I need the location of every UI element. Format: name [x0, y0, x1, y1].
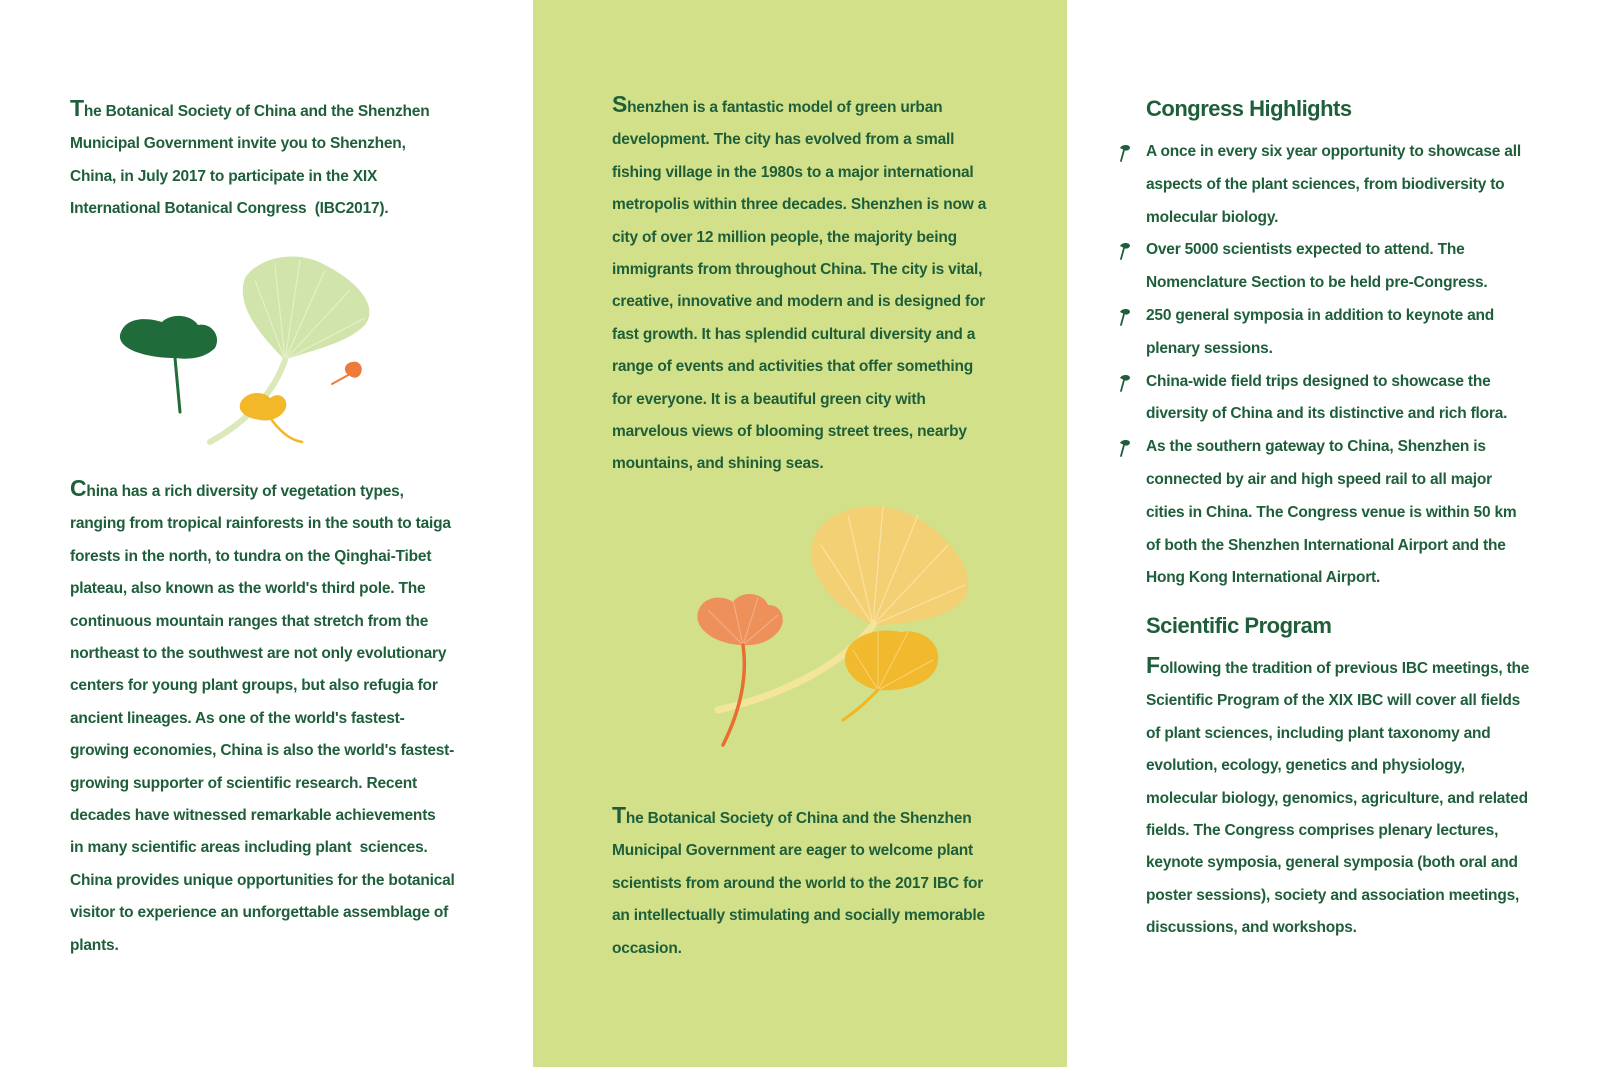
- golden-ginkgo-leaf: [845, 631, 938, 691]
- list-item: [1146, 366, 1566, 432]
- text-line: poster sessions), society and association meetings,: [1146, 886, 1520, 904]
- text-line: he Botanical Society of China and the Shenzhen: [83, 103, 430, 120]
- text-line: discussions, and workshops.: [1146, 919, 1357, 937]
- text-line: an intellectually stimulating and socially memorable: [612, 907, 985, 925]
- text-line: molecular biology, genomics, agriculture, and related: [1146, 789, 1528, 807]
- ginkgo-leaves-illustration: [110, 250, 390, 460]
- text-line: hina has a rich diversity of vegetation types,: [86, 483, 404, 500]
- text-line: northeast to the southwest are not only evolutionary: [70, 645, 447, 663]
- text-line: growing economies, China is also the world's fastest-: [70, 742, 455, 760]
- text-line: Nomenclature Section to be held pre-Congress.: [1146, 274, 1488, 292]
- list-item: [1146, 234, 1566, 300]
- text-line: Hong Kong International Airport.: [1146, 569, 1381, 587]
- scientific-program-paragraph: [1146, 653, 1566, 945]
- list-item: [1146, 300, 1566, 366]
- text-line: development. The city has evolved from a small: [612, 131, 955, 149]
- text-line: range of events and activities that offer something: [612, 358, 974, 376]
- text-line: Municipal Government are eager to welcome plant: [612, 842, 973, 860]
- text-line: forests in the north, to tundra on the Qinghai-Tibet: [70, 547, 432, 565]
- panel-left: [0, 0, 533, 1067]
- text-line: As the southern gateway to China, Shenzhen is: [1146, 438, 1486, 456]
- china-diversity-paragraph: [70, 476, 490, 962]
- text-line: molecular biology.: [1146, 208, 1279, 226]
- shenzhen-dropcap: S: [612, 91, 628, 117]
- leaf-bullet-icon: [1116, 242, 1132, 260]
- text-line: Scientific Program of the XIX IBC will cover all fields: [1146, 692, 1521, 710]
- text-line: he Botanical Society of China and the Shenzhen: [625, 810, 972, 827]
- text-line: scientists from around the world to the 2017 IBC for: [612, 874, 984, 892]
- text-line: continuous mountain ranges that stretch from the: [70, 612, 429, 630]
- list-item: [1146, 431, 1566, 595]
- text-line: ollowing the tradition of previous IBC meetings, the: [1159, 660, 1530, 677]
- leaf-bullet-icon: [1116, 439, 1132, 457]
- orange-leaf-stem: [332, 374, 350, 384]
- text-line: for everyone. It is a beautiful green city with: [612, 390, 926, 408]
- light-green-ginkgo-leaf: [243, 256, 370, 360]
- golden-leaf-stem: [843, 690, 878, 720]
- dark-green-leaf-stem: [175, 358, 180, 412]
- leaf-bullet-icon: [1116, 374, 1132, 392]
- congress-highlights-heading: Congress Highlights: [1146, 96, 1352, 121]
- text-line: A once in every six year opportunity to showcase all: [1146, 143, 1521, 160]
- orange-leaf-stem: [723, 645, 744, 745]
- welcome-dropcap: T: [612, 802, 626, 828]
- text-line: fast growth. It has splendid cultural diversity and a: [612, 325, 976, 343]
- leaf-bullet-icon: [1116, 308, 1132, 326]
- dark-green-ginkgo-leaf: [120, 316, 217, 359]
- panel-right: [1067, 0, 1600, 1067]
- panel-middle: [533, 0, 1067, 1067]
- text-line: decades have witnessed remarkable achievements: [70, 807, 436, 825]
- text-line: metropolis within three decades. Shenzhen is now a: [612, 196, 987, 214]
- china-dropcap: C: [70, 475, 87, 501]
- text-line: plenary sessions.: [1146, 339, 1273, 357]
- program-dropcap: F: [1146, 652, 1160, 678]
- text-line: fields. The Congress comprises plenary lectures,: [1146, 822, 1499, 840]
- text-line: ancient lineages. As one of the world's fastest-: [70, 709, 405, 727]
- text-line: China-wide field trips designed to showcase the: [1146, 372, 1491, 390]
- text-line: diversity of China and its distinctive and rich flora.: [1146, 405, 1508, 423]
- text-line: China, in July 2017 to participate in the XIX: [70, 167, 378, 185]
- text-line: visitor to experience an unforgettable assemblage of: [70, 904, 449, 922]
- text-line: evolution, ecology, genetics and physiology,: [1146, 757, 1465, 775]
- orange-ginkgo-leaf: [697, 594, 782, 645]
- intro-paragraph: [70, 96, 490, 226]
- text-line: International Botanical Congress (IBC2017).: [70, 200, 389, 218]
- text-line: fishing village in the 1980s to a major international: [612, 163, 974, 181]
- text-line: occasion.: [612, 939, 682, 957]
- highlights-list: [1146, 136, 1566, 595]
- scientific-program-heading: Scientific Program: [1146, 613, 1332, 638]
- text-line: plateau, also known as the world's third pole. The: [70, 580, 426, 598]
- text-line: of plant sciences, including plant taxonomy and: [1146, 724, 1491, 742]
- text-line: Municipal Government invite you to Shenzhen,: [70, 135, 406, 153]
- text-line: marvelous views of blooming street trees, nearby: [612, 423, 967, 441]
- text-line: aspects of the plant sciences, from biodiversity to: [1146, 175, 1505, 193]
- text-line: keynote symposia, general symposia (both oral and: [1146, 854, 1518, 872]
- text-line: in many scientific areas including plant sciences.: [70, 839, 428, 857]
- text-line: China provides unique opportunities for the botanical: [70, 871, 455, 889]
- leaf-bullet-icon: [1116, 144, 1132, 162]
- text-line: cities in China. The Congress venue is within 50 km: [1146, 503, 1517, 521]
- text-line: plants.: [70, 936, 119, 954]
- text-line: Over 5000 scientists expected to attend. The: [1146, 241, 1465, 259]
- text-line: creative, innovative and modern and is designed for: [612, 293, 986, 311]
- text-line: city of over 12 million people, the majority being: [612, 228, 957, 246]
- text-line: henzhen is a fantastic model of green urban: [627, 99, 943, 116]
- welcome-paragraph: [612, 803, 1012, 965]
- text-line: ranging from tropical rainforests in the south to taiga: [70, 515, 451, 533]
- shenzhen-paragraph: [612, 92, 1022, 481]
- text-line: centers for young plant groups, but also refugia for: [70, 677, 438, 695]
- ginkgo-leaves-illustration: [663, 500, 983, 760]
- text-line: 250 general symposia in addition to keynote and: [1146, 306, 1495, 324]
- text-line: immigrants from throughout China. The city is vital,: [612, 261, 983, 279]
- intro-dropcap: T: [70, 95, 84, 121]
- text-line: connected by air and high speed rail to all major: [1146, 470, 1492, 488]
- text-line: of both the Shenzhen International Airport and the: [1146, 536, 1506, 554]
- text-line: growing supporter of scientific research. Recent: [70, 774, 417, 792]
- text-line: mountains, and shining seas.: [612, 455, 824, 473]
- list-item: [1146, 136, 1566, 234]
